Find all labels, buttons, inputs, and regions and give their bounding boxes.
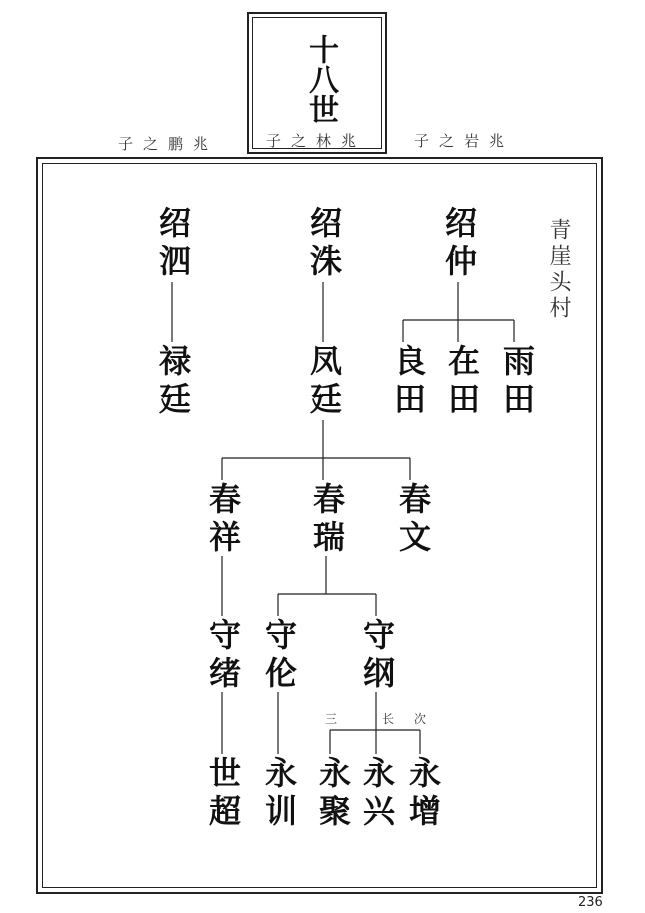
person-shichao: 世超	[204, 756, 242, 832]
person-shoulun: 守伦	[260, 618, 298, 694]
person-luting: 禄廷	[154, 344, 192, 420]
lineage-label-center: 子之林兆	[266, 132, 367, 150]
person-shaozhu: 绍洙	[305, 206, 343, 282]
person-chunrui: 春瑞	[308, 482, 346, 558]
birth-order-second: 次	[414, 712, 427, 726]
lineage-label-left: 子之鹏兆	[118, 135, 219, 153]
person-yongxing: 永兴	[358, 756, 396, 832]
page-number: 236	[578, 895, 603, 910]
person-yongju: 永聚	[314, 756, 352, 832]
person-shougang: 守纲	[358, 618, 396, 694]
person-yongxun: 永训	[260, 756, 298, 832]
person-fengting: 凤廷	[305, 344, 343, 420]
birth-order-third: 三	[325, 712, 338, 726]
person-liangtian: 良田	[389, 344, 427, 420]
person-shouxu: 守绪	[204, 618, 242, 694]
person-shaosi: 绍泗	[154, 206, 192, 282]
person-chunwen: 春文	[394, 482, 432, 558]
person-yongzeng: 永增	[404, 756, 442, 832]
village-name: 青崖头村	[546, 218, 571, 322]
person-zaitian: 在田	[443, 344, 481, 420]
person-chunxiang: 春祥	[204, 482, 242, 558]
birth-order-eldest: 长	[382, 712, 395, 726]
person-yutian: 雨田	[498, 344, 536, 420]
generation-title: 十八世	[303, 34, 338, 124]
lineage-label-right: 子之岩兆	[414, 132, 515, 150]
person-shaozhong: 绍仲	[440, 206, 478, 282]
